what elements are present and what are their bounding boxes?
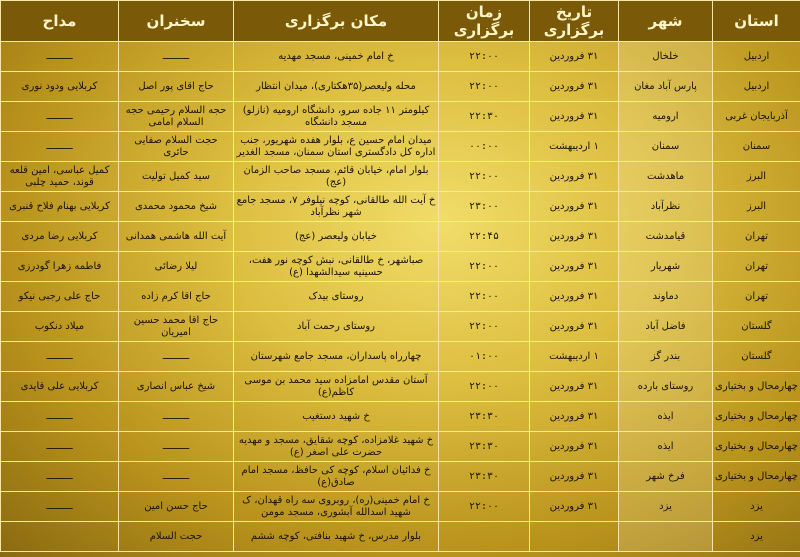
cell-date: ۱ اردیبهشت (530, 342, 619, 372)
cell-maddah: ـــــــــ (1, 102, 119, 132)
table-row (1, 162, 800, 192)
cell-city: سمنان (619, 132, 713, 162)
cell-speaker: ـــــــــ (119, 462, 234, 492)
cell-time: ۲۲:۴۵ (439, 222, 530, 252)
cell-speaker: آیت الله هاشمی همدانی (119, 222, 234, 252)
table-row (1, 132, 800, 162)
cell-speaker: حجت السلام صفایی حائری (119, 132, 234, 162)
header-date: تاریخ برگزاری (530, 1, 619, 42)
cell-province: چهارمحال و بختیاری (713, 402, 800, 432)
cell-place: خ امام خمینی، مسجد مهدیه (234, 42, 439, 72)
cell-maddah: ـــــــــ (1, 342, 119, 372)
cell-speaker: حجه السلام رحیمی حجه السلام امامی (119, 102, 234, 132)
cell-maddah: ـــــــــ (1, 432, 119, 462)
cell-speaker: حاج اقا کرم زاده (119, 282, 234, 312)
cell-date: ۳۱ فروردین (530, 192, 619, 222)
cell-time: ۲۲:۰۰ (439, 252, 530, 282)
table-row (1, 192, 800, 222)
cell-maddah: ـــــــــ (1, 132, 119, 162)
cell-place: چهارراه پاسداران، مسجد جامع شهرستان (234, 342, 439, 372)
cell-date: ۳۱ فروردین (530, 72, 619, 102)
cell-city: دماوند (619, 282, 713, 312)
cell-city: قیامدشت (619, 222, 713, 252)
cell-place: خ شهید غلامزاده، کوچه شقایق، مسجد و مهدیه حضرت علی اصغر (ع) (234, 432, 439, 462)
cell-speaker: حجت السلام (119, 522, 234, 552)
cell-maddah: ـــــــــ (1, 402, 119, 432)
table-row (1, 342, 800, 372)
cell-maddah: میلاد دنکوب (1, 312, 119, 342)
cell-date: ۳۱ فروردین (530, 252, 619, 282)
cell-date: ۱ اردیبهشت (530, 132, 619, 162)
cell-maddah: حاج علی رجبی نیکو (1, 282, 119, 312)
cell-city: پارس آباد مغان (619, 72, 713, 102)
cell-date: ۳۱ فروردین (530, 162, 619, 192)
cell-date: ۳۱ فروردین (530, 372, 619, 402)
cell-province: اردبیل (713, 42, 800, 72)
table-row (1, 432, 800, 462)
cell-province: تهران (713, 252, 800, 282)
cell-place: خ امام خمینی(ره)، روبروی سه راه قهدان، ک شهید اسدالله آبشوری، مسجد مومن (234, 492, 439, 522)
cell-maddah: کربلایی بهنام فلاح قنبری (1, 192, 119, 222)
cell-speaker: حاج اقا محمد حسین امیریان (119, 312, 234, 342)
table-row (1, 72, 800, 102)
cell-place: خیابان ولیعصر (عج) (234, 222, 439, 252)
cell-province: یزد (713, 522, 800, 552)
cell-date: ۳۱ فروردین (530, 462, 619, 492)
table-row (1, 42, 800, 72)
cell-province: گلستان (713, 342, 800, 372)
cell-maddah: ـــــــــ (1, 492, 119, 522)
cell-date: ۳۱ فروردین (530, 222, 619, 252)
cell-city: بندر گز (619, 342, 713, 372)
cell-province: یزد (713, 492, 800, 522)
cell-place: روستای رحمت آباد (234, 312, 439, 342)
cell-date: ۳۱ فروردین (530, 102, 619, 132)
cell-province: گلستان (713, 312, 800, 342)
cell-city: ایذه (619, 432, 713, 462)
cell-speaker: حاج حسن امین (119, 492, 234, 522)
table-row (1, 372, 800, 402)
cell-maddah: کمیل عباسی، امین قلعه قوند، حمید چلبی (1, 162, 119, 192)
cell-time: ۲۲:۳۰ (439, 102, 530, 132)
cell-city: فرخ شهر (619, 462, 713, 492)
cell-province: البرز (713, 162, 800, 192)
header-city: شهر (619, 1, 713, 42)
cell-province: البرز (713, 192, 800, 222)
cell-time: ۲۳:۳۰ (439, 402, 530, 432)
cell-city: ماهدشت (619, 162, 713, 192)
cell-maddah: ـــــــــ (1, 42, 119, 72)
cell-date: ۳۱ فروردین (530, 492, 619, 522)
cell-time: ۲۳:۳۰ (439, 462, 530, 492)
cell-place: روستای بیدک (234, 282, 439, 312)
cell-province: چهارمحال و بختیاری (713, 432, 800, 462)
cell-maddah (1, 522, 119, 552)
header-row (1, 1, 800, 42)
cell-place: خ آیت الله طالقانی، کوچه نیلوفر ۷، مسجد جامع شهر نظرآباد (234, 192, 439, 222)
header-time: زمان برگزاری (439, 1, 530, 42)
header-province: استان (713, 1, 800, 42)
cell-city: یزد (619, 492, 713, 522)
cell-time: ۲۲:۰۰ (439, 312, 530, 342)
cell-city: فاضل آباد (619, 312, 713, 342)
cell-date: ۳۱ فروردین (530, 42, 619, 72)
cell-speaker: شیخ محمود محمدی (119, 192, 234, 222)
cell-province: آذربایجان غربی (713, 102, 800, 132)
cell-province: سمنان (713, 132, 800, 162)
cell-date: ۳۱ فروردین (530, 282, 619, 312)
cell-city: روستای بارده (619, 372, 713, 402)
cell-time: ۲۲:۰۰ (439, 162, 530, 192)
cell-place: کیلومتر ۱۱ جاده سرو، دانشگاه ارومیه (نازلو) مسجد دانشگاه (234, 102, 439, 132)
table-row (1, 492, 800, 522)
cell-maddah: فاطمه زهرا گودرزی (1, 252, 119, 282)
header-place: مکان برگزاری (234, 1, 439, 42)
table-row (1, 252, 800, 282)
cell-time: ۰۱:۰۰ (439, 342, 530, 372)
cell-province: تهران (713, 282, 800, 312)
cell-city: شهریار (619, 252, 713, 282)
cell-date: ۳۱ فروردین (530, 432, 619, 462)
cell-maddah: کربلایی علی قایدی (1, 372, 119, 402)
cell-place: بلوار امام، خیابان قائم، مسجد صاحب الزمان (عج) (234, 162, 439, 192)
cell-speaker: ـــــــــ (119, 402, 234, 432)
cell-place: آستان مقدس امامزاده سید محمد بن موسی کاظم(ع) (234, 372, 439, 402)
cell-speaker: شیخ عباس انصاری (119, 372, 234, 402)
cell-place: محله ولیعصر(۳۵هکتاری)، میدان انتظار (234, 72, 439, 102)
cell-date (530, 522, 619, 552)
cell-place: صباشهر، خ طالقانی، نبش کوچه نور هفت، حسینیه سیدالشهدا (ع) (234, 252, 439, 282)
cell-time (439, 522, 530, 552)
cell-city: ایذه (619, 402, 713, 432)
cell-province: چهارمحال و بختیاری (713, 462, 800, 492)
cell-speaker: لیلا رضائی (119, 252, 234, 282)
cell-date: ۳۱ فروردین (530, 402, 619, 432)
table-row (1, 222, 800, 252)
cell-province: تهران (713, 222, 800, 252)
cell-city: نظرآباد (619, 192, 713, 222)
cell-speaker: ـــــــــ (119, 342, 234, 372)
cell-place: خ شهید دستغیب (234, 402, 439, 432)
cell-place: بلوار مدرس، خ شهید بنافتی، کوچه ششم (234, 522, 439, 552)
cell-province: چهارمحال و بختیاری (713, 372, 800, 402)
cell-speaker: ـــــــــ (119, 42, 234, 72)
cell-date: ۳۱ فروردین (530, 312, 619, 342)
cell-maddah: کربلایی رضا مردی (1, 222, 119, 252)
cell-time: ۰۰:۰۰ (439, 132, 530, 162)
cell-time: ۲۲:۰۰ (439, 72, 530, 102)
header-speaker: سخنران (119, 1, 234, 42)
table-row (1, 462, 800, 492)
cell-time: ۲۲:۰۰ (439, 282, 530, 312)
cell-maddah: ـــــــــ (1, 462, 119, 492)
cell-speaker: سید کمیل تولیت (119, 162, 234, 192)
cell-place: میدان امام حسین ع، بلوار هفده شهریور، جنب اداره کل دادگستری استان سمنان، مسجد الغدیر (234, 132, 439, 162)
cell-speaker: حاج اقای پور اصل (119, 72, 234, 102)
cell-time: ۲۲:۰۰ (439, 372, 530, 402)
table-row (1, 402, 800, 432)
cell-time: ۲۳:۰۰ (439, 192, 530, 222)
cell-time: ۲۳:۳۰ (439, 432, 530, 462)
cell-time: ۲۲:۰۰ (439, 492, 530, 522)
cell-place: خ فدائیان اسلام، کوچه کی حافظ، مسجد امام صادق(ع) (234, 462, 439, 492)
cell-maddah: کربلایی ودود نوری (1, 72, 119, 102)
table-row (1, 282, 800, 312)
cell-city: ارومیه (619, 102, 713, 132)
cell-city (619, 522, 713, 552)
table-row (1, 102, 800, 132)
cell-province: اردبیل (713, 72, 800, 102)
header-maddah: مداح (1, 1, 119, 42)
cell-time: ۲۲:۰۰ (439, 42, 530, 72)
cell-speaker: ـــــــــ (119, 432, 234, 462)
table-row (1, 522, 800, 552)
cell-city: خلخال (619, 42, 713, 72)
table-row (1, 312, 800, 342)
